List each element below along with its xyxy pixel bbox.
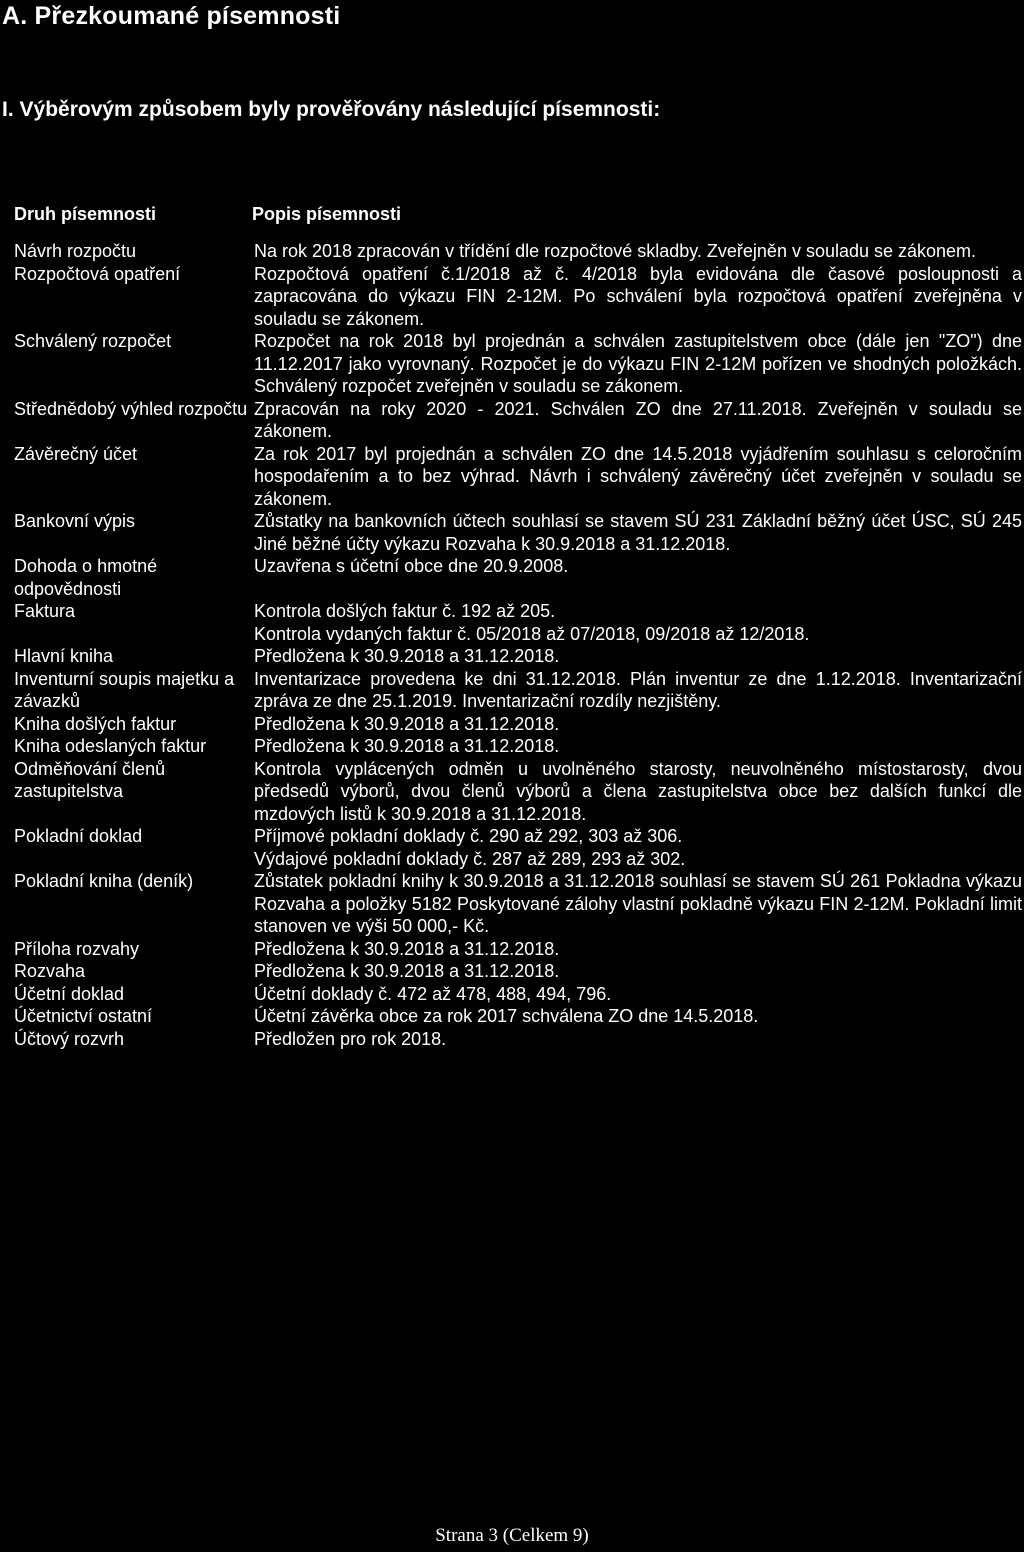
document-type-label: Účetní doklad — [14, 983, 125, 1004]
document-description-cell — [254, 510, 1024, 555]
document-type-label: Pokladní doklad — [14, 826, 143, 846]
document-description-text: Kontrola došlých faktur č. 192 až 205. — [254, 601, 556, 621]
document-type-label: Střednědobý výhled rozpočtu — [14, 398, 248, 419]
document-description-text: Předložena k 30.9.2018 a 31.12.2018. — [254, 736, 560, 756]
table-row — [14, 735, 1024, 758]
document-type-cell — [14, 240, 254, 263]
document-description-cell — [254, 330, 1024, 398]
document-description-cell — [254, 263, 1024, 331]
document-type-cell — [14, 668, 254, 713]
document-description-text: Výdajové pokladní doklady č. 287 až 289, 293 až 302. — [254, 848, 686, 869]
document-type-cell — [14, 330, 254, 398]
table-row — [14, 668, 1024, 713]
table-row — [14, 398, 1024, 443]
table-row — [14, 443, 1024, 511]
document-type-label: Kniha došlých faktur — [14, 713, 177, 734]
document-type-cell — [14, 960, 254, 983]
document-type-label: Odměňování členů zastupitelstva — [14, 758, 166, 801]
document-type-label: Bankovní výpis — [14, 511, 136, 531]
document-type-cell — [14, 758, 254, 826]
document-description-text: Za rok 2017 byl projednán a schválen ZO dne 14.5.2018 vyjádřením souhlasu s celoročním hospodařením a to bez výhrad. Návrh i schválený závěrečný účet zveřejněn v souladu se zákonem. — [254, 443, 1022, 509]
table-row — [14, 510, 1024, 555]
document-type-label: Účetnictví ostatní — [14, 1006, 153, 1026]
documents-table-body — [14, 240, 1024, 1050]
document-description-cell — [254, 1028, 1024, 1051]
document-description-cell — [254, 983, 1024, 1006]
table-row — [14, 600, 1024, 645]
document-type-label: Rozvaha — [14, 961, 86, 981]
document-description-cell — [254, 668, 1024, 713]
table-row — [14, 713, 1024, 736]
document-description-cell — [254, 735, 1024, 758]
document-description-cell — [254, 600, 1024, 645]
table-row — [14, 938, 1024, 961]
document-description-cell — [254, 555, 1024, 600]
table-row — [14, 330, 1024, 398]
document-type-cell — [14, 1028, 254, 1051]
document-type-cell — [14, 870, 254, 938]
table-row — [14, 960, 1024, 983]
document-type-cell — [14, 938, 254, 961]
table-row — [14, 1028, 1024, 1051]
section-subheading: I. Výběrovým způsobem byly prověřovány následující písemnosti: — [2, 98, 661, 121]
document-type-label: Návrh rozpočtu — [14, 241, 137, 261]
column-header-type: Druh písemnosti — [14, 204, 157, 224]
column-header-description: Popis písemnosti — [252, 204, 402, 224]
document-type-cell — [14, 555, 254, 600]
document-description-text: Zůstatek pokladní knihy k 30.9.2018 a 31.12.2018 souhlasí se stavem SÚ 261 Pokladna výkazu Rozvaha a položky 5182 Poskytované zálohy vlastní pokladně výkazu FIN 2-12M. Pokladní limit stanoven ve výši 50 000,- Kč. — [254, 871, 1022, 936]
document-type-cell — [14, 645, 254, 668]
table-row — [14, 1005, 1024, 1028]
document-type-cell — [14, 263, 254, 331]
document-description-cell — [254, 758, 1024, 826]
page-number: Strana 3 (Celkem 9) — [435, 1525, 589, 1546]
document-type-cell — [14, 825, 254, 870]
document-description-cell — [254, 443, 1024, 511]
document-description-text: Předložena k 30.9.2018 a 31.12.2018. — [254, 713, 560, 734]
document-description-text: Rozpočet na rok 2018 byl projednán a schválen zastupitelstvem obce (dále jen "ZO") dne 11.12.2017 jako vyrovnaný. Rozpočet je do výkazu FIN 2-12M pořízen ve shodných položkách. Schválený rozpočet zveřejněn v souladu se zákonem. — [254, 331, 1022, 396]
document-description-text: Na rok 2018 zpracován v třídění dle rozpočtové skladby. Zveřejněn v souladu se zákonem. — [254, 241, 977, 261]
document-type-cell — [14, 600, 254, 645]
document-description-text: Účetní doklady č. 472 až 478, 488, 494, 796. — [254, 983, 612, 1004]
document-type-cell — [14, 398, 254, 443]
document-description-text: Zůstatky na bankovních účtech souhlasí se stavem SÚ 231 Základní běžný účet ÚSC, SÚ 245 Jiné běžné účty výkazu Rozvaha k 30.9.2018 a 31.12.2018. — [254, 511, 1022, 554]
document-type-label: Pokladní kniha (deník) — [14, 871, 194, 891]
table-row — [14, 870, 1024, 938]
document-type-label: Dohoda o hmotné odpovědnosti — [14, 556, 158, 599]
document-description-text: Účetní závěrka obce za rok 2017 schválena ZO dne 14.5.2018. — [254, 1006, 759, 1026]
document-type-label: Inventurní soupis majetku a závazků — [14, 668, 235, 711]
document-type-label: Faktura — [14, 601, 76, 621]
document-type-label: Kniha odeslaných faktur — [14, 736, 207, 756]
table-row — [14, 555, 1024, 600]
document-description-cell — [254, 398, 1024, 443]
section-heading: A. Přezkoumané písemnosti — [2, 2, 341, 30]
document-type-cell — [14, 1005, 254, 1028]
document-description-cell — [254, 240, 1024, 263]
document-description-text: Předložena k 30.9.2018 a 31.12.2018. — [254, 961, 560, 981]
document-description-text: Předložen pro rok 2018. — [254, 1028, 447, 1049]
document-type-cell — [14, 713, 254, 736]
document-description-cell — [254, 645, 1024, 668]
table-row — [14, 758, 1024, 826]
document-type-cell — [14, 510, 254, 555]
document-type-label: Závěrečný účet — [14, 443, 138, 464]
document-description-cell — [254, 1005, 1024, 1028]
table-row — [14, 645, 1024, 668]
document-description-text: Kontrola vydaných faktur č. 05/2018 až 07/2018, 09/2018 až 12/2018. — [254, 623, 810, 644]
document-description-cell — [254, 960, 1024, 983]
document-description-cell — [254, 938, 1024, 961]
document-description-text: Rozpočtová opatření č.1/2018 až č. 4/2018 byla evidována dle časové posloupnosti a zapracována do výkazu FIN 2-12M. Po schválení byla rozpočtová opatření zveřejněna v souladu se zákonem. — [254, 263, 1022, 329]
table-row — [14, 825, 1024, 870]
document-description-text: Inventarizace provedena ke dni 31.12.2018. Plán inventur ze dne 1.12.2018. Inventarizační zpráva ze dne 25.1.2019. Inventarizační rozdíly nezjištěny. — [254, 668, 1022, 711]
document-type-cell — [14, 983, 254, 1006]
table-row — [14, 983, 1024, 1006]
document-type-label: Hlavní kniha — [14, 646, 114, 666]
document-description-cell — [254, 825, 1024, 870]
document-type-cell — [14, 443, 254, 511]
document-description-text: Předložena k 30.9.2018 a 31.12.2018. — [254, 646, 560, 666]
document-type-label: Schválený rozpočet — [14, 331, 172, 351]
document-description-text: Zpracován na roky 2020 - 2021. Schválen ZO dne 27.11.2018. Zveřejněn v souladu se zákonem. — [254, 398, 1022, 441]
document-description-text: Příjmové pokladní doklady č. 290 až 292, 303 až 306. — [254, 826, 683, 846]
document-description-cell — [254, 713, 1024, 736]
table-row — [14, 240, 1024, 263]
document-type-label: Příloha rozvahy — [14, 938, 140, 959]
document-type-label: Rozpočtová opatření — [14, 263, 181, 284]
document-description-text: Předložena k 30.9.2018 a 31.12.2018. — [254, 938, 560, 959]
document-description-text: Kontrola vyplácených odměn u uvolněného starosty, neuvolněného místostarosty, dvou předsedů výborů, dvou členů výborů a člena zastupitelstva obce bez dalších funkcí dle mzdových listů k 30.9.2018 a 31.12.2018. — [254, 758, 1022, 824]
document-type-label: Účtový rozvrh — [14, 1028, 125, 1049]
document-type-cell — [14, 735, 254, 758]
documents-table — [14, 240, 1024, 1050]
table-row — [14, 263, 1024, 331]
document-description-cell — [254, 870, 1024, 938]
document-description-text: Uzavřena s účetní obce dne 20.9.2008. — [254, 556, 569, 576]
